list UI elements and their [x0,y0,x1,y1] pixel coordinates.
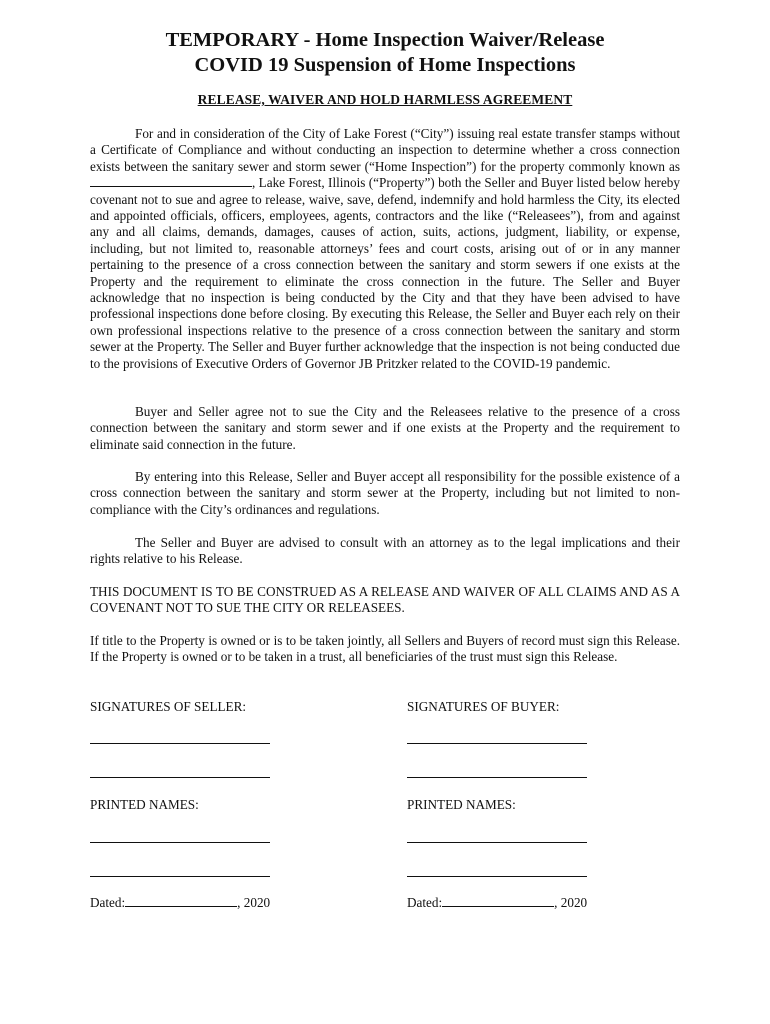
seller-printed-name-line-2[interactable] [90,876,270,877]
buyer-date-field[interactable] [442,895,554,907]
seller-dated-year: , 2020 [237,895,271,910]
title-line-2: COVID 19 Suspension of Home Inspections [194,54,576,76]
paragraph-agree-not-to-sue: Buyer and Seller agree not to sue the City and the Releasees relative to the presence of a cross connection between the sanitary and storm sewer and if one exists at the Property and the requirement to eliminate said connection in the future. [90,404,680,452]
seller-printed-name-line-1[interactable] [90,842,270,843]
buyer-signature-line-2[interactable] [407,777,587,778]
paragraph-attorney-advice: The Seller and Buyer are advised to consult with an attorney as to the legal implications and their rights relative to his Release. [90,535,680,567]
buyer-dated-year: , 2020 [554,895,588,910]
property-address-field[interactable] [90,175,252,187]
paragraph-responsibility: By entering into this Release, Seller and Buyer accept all responsibility for the possible existence of a cross connection between the sanitary and storm sewer at the Property, including but not limited to non-compliance with the City’s ordinances and regulations. [90,469,680,517]
paragraph-consideration [90,126,680,372]
agreement-subtitle: RELEASE, WAIVER AND HOLD HARMLESS AGREEMENT [197,92,573,107]
buyer-dated-label: Dated: [407,895,443,910]
buyer-signature-line-1[interactable] [407,743,587,744]
buyer-printed-name-line-2[interactable] [407,876,587,877]
buyer-printed-names-label: PRINTED NAMES: [407,797,516,812]
seller-dated-label: Dated: [90,895,126,910]
seller-printed-names-label: PRINTED NAMES: [90,797,199,812]
buyer-printed-name-line-1[interactable] [407,842,587,843]
seller-signatures-label: SIGNATURES OF SELLER: [90,699,247,714]
buyer-signatures-label: SIGNATURES OF BUYER: [407,699,560,714]
seller-date-field[interactable] [125,895,237,907]
buyer-dated [407,895,587,911]
paragraph-consideration-part-1: For and in consideration of the City of Lake Forest (“City”) issuing real estate transfer stamps without a Certificate of Compliance and without conducting an inspection to determine whether a cross connection exists between the sanitary sewer and storm sewer (“Home Inspection”) for the property commonly known as [90,126,680,174]
seller-signature-line-1[interactable] [90,743,270,744]
paragraph-construed-release: THIS DOCUMENT IS TO BE CONSTRUED AS A RELEASE AND WAIVER OF ALL CLAIMS AND AS A COVENANT NOT TO SUE THE CITY OR RELEASEES. [90,584,680,616]
paragraph-consideration-part-2: , Lake Forest, Illinois (“Property”) both the Seller and Buyer listed below hereby covenant not to sue and agree to release, waive, save, defend, indemnify and hold harmless the City, its elected and appointed officials, officers, employees, agents, contractors and the like (“Releasees”), from and against any and all claims, demands, damages, causes of action, suits, actions, judgment, liability, or expense, including, but not limited to, reasonable attorneys’ fees and court costs, arising out of or in any manner pertaining to the presence of a cross connection between the sanitary and storm sewers if one exists at the Property and the requirement to eliminate the cross connection in the future. The Seller and Buyer acknowledge that no inspection is being conducted by the City and that they have been advised to have professional inspections done before closing. By executing this Release, the Seller and Buyer each rely on their own professional inspections relative to the presence of a cross connection between the sanitary and storm sewer at the Property. The Seller and Buyer further acknowledge that the inspection is not being conducted due to the provisions of Executive Orders of Governor JB Pritzker related to the COVID-19 pandemic. [90,175,680,371]
title-line-1: TEMPORARY - Home Inspection Waiver/Release [165,29,605,51]
paragraph-joint-ownership: If title to the Property is owned or is to be taken jointly, all Sellers and Buyers of record must sign this Release. If the Property is owned or to be taken in a trust, all beneficiaries of the trust must sign this Release. [90,633,680,665]
seller-dated [90,895,270,911]
seller-signature-line-2[interactable] [90,777,270,778]
title-block [0,28,770,78]
